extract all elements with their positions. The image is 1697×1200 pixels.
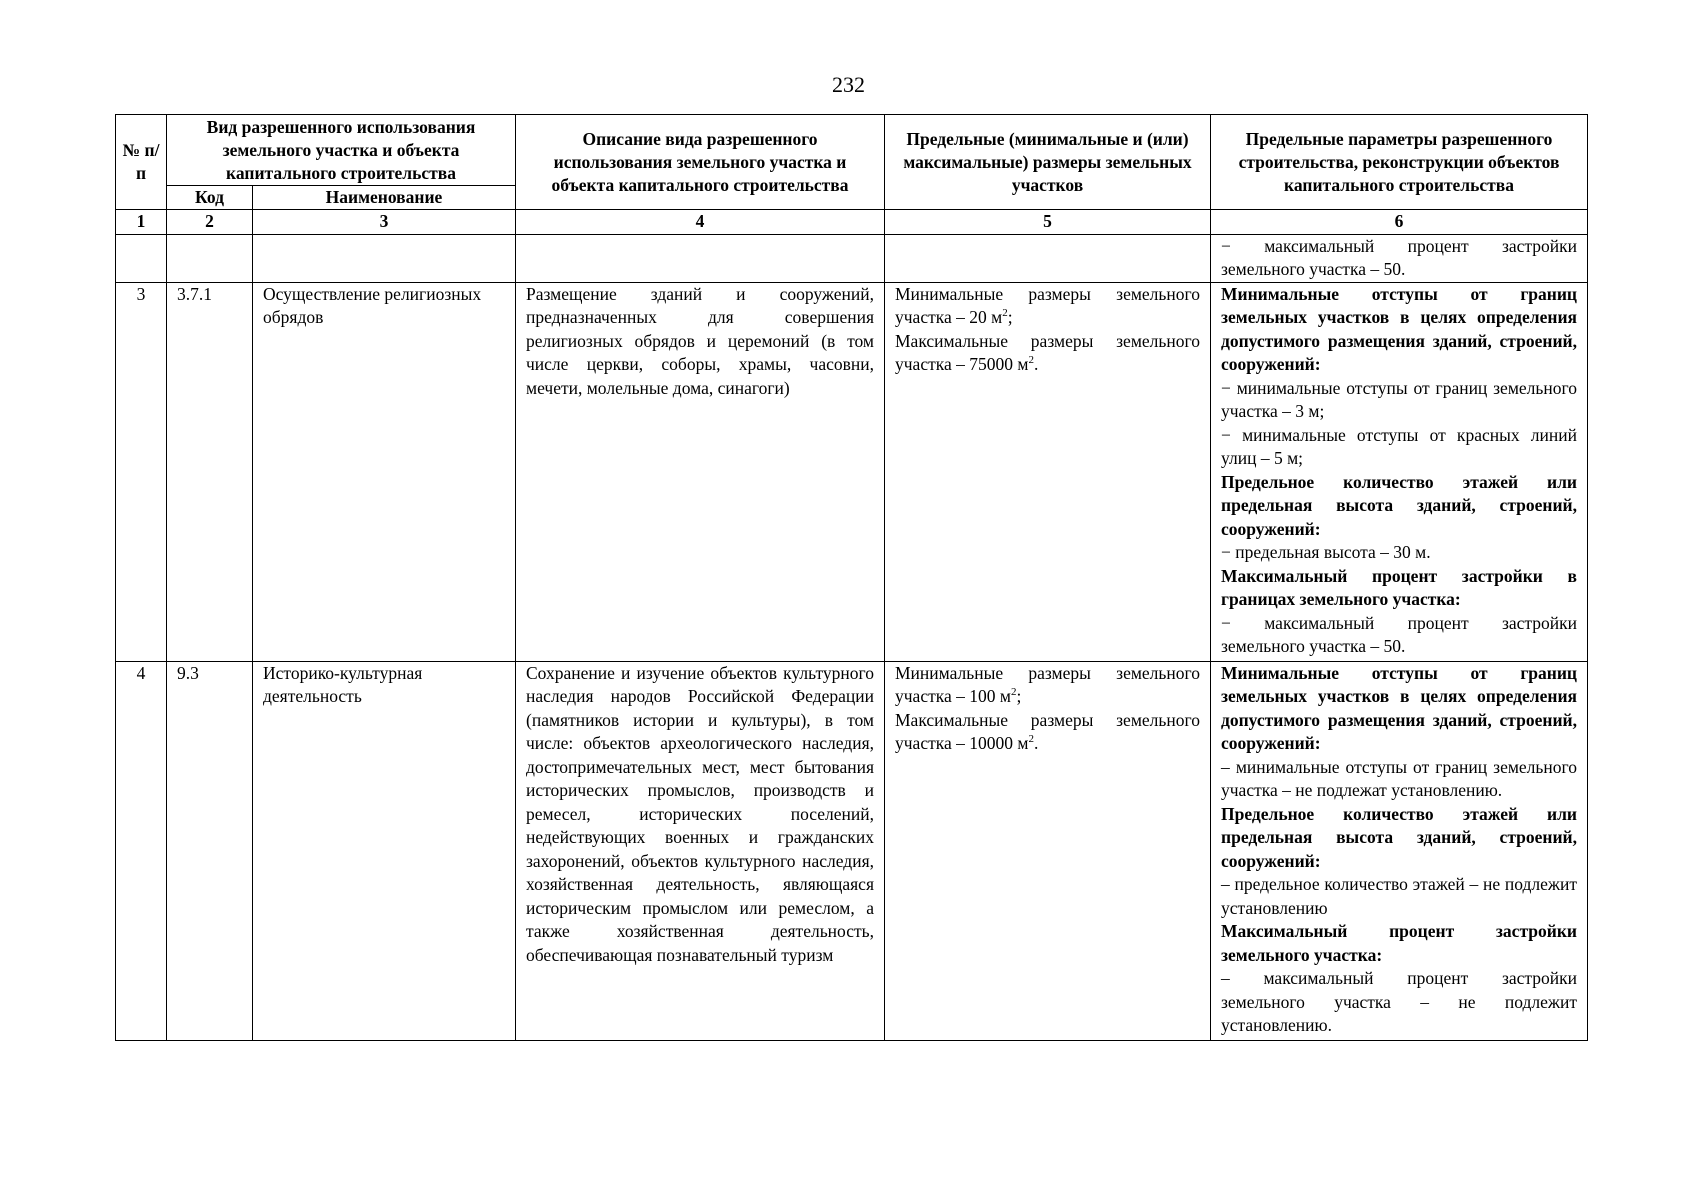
param-line: − предельная высота – 30 м.: [1221, 542, 1431, 562]
header-code: Код: [167, 186, 253, 210]
table-row-continued: [116, 234, 1588, 282]
size-min: Минимальные размеры земельного участка – 100 $м^2$;: [895, 662, 1200, 706]
header-num: № п/п: [116, 115, 167, 210]
column-number: 3: [253, 210, 516, 235]
param-heading: Предельное количество этажей или предельная высота зданий, строений, сооружений:: [1221, 803, 1577, 871]
column-number: 1: [116, 210, 167, 235]
header-row: [116, 115, 1588, 186]
row-use-name: Осуществление религиозных обрядов: [253, 282, 516, 661]
page-number: 232: [832, 72, 865, 97]
row-code: 9.3: [167, 661, 253, 1040]
header-construction-params: Предельные параметры разрешенного строительства, реконструкции объектов капитального строительства: [1211, 115, 1588, 210]
column-numbers-row: [116, 210, 1588, 235]
params-cell: [1211, 234, 1588, 282]
param-heading: Минимальные отступы от границ земельных участков в целях определения допустимого размещения зданий, строений, сооружений:: [1221, 283, 1577, 374]
param-heading: Максимальный процент застройки в границах земельного участка:: [1221, 565, 1577, 609]
header-name: Наименование: [253, 186, 516, 210]
row-plot-sizes: [885, 661, 1211, 1040]
size-min: Минимальные размеры земельного участка – 20 $м^2$;: [895, 283, 1200, 327]
param-heading: Предельное количество этажей или предельная высота зданий, строений, сооружений:: [1221, 471, 1577, 539]
table-row: [116, 282, 1588, 661]
param-line: − максимальный процент застройки земельного участка – 50.: [1221, 612, 1577, 656]
row-num: 4: [116, 661, 167, 1040]
param-line: – максимальный процент застройки земельного участка – не подлежит установлению.: [1221, 968, 1577, 1035]
land-use-table: [115, 114, 1588, 1041]
param-heading: Максимальный процент застройки земельного участка:: [1221, 921, 1577, 965]
size-max: Максимальные размеры земельного участка – 75000 $м^2$.: [895, 330, 1200, 374]
param-line: − минимальные отступы от красных линий улиц – 5 м;: [1221, 424, 1577, 468]
header-use-type-group: Вид разрешенного использования земельного участка и объекта капитального строительства: [167, 115, 516, 186]
param-line: – минимальные отступы от границ земельного участка – не подлежат установлению.: [1221, 756, 1577, 800]
column-number: 6: [1211, 210, 1588, 235]
row-construction-params: [1211, 282, 1588, 661]
header-description: Описание вида разрешенного использования земельного участка и объекта капитального строительства: [516, 115, 885, 210]
row-construction-params: [1211, 661, 1588, 1040]
column-number: 4: [516, 210, 885, 235]
size-max: Максимальные размеры земельного участка – 10000 $м^2$.: [895, 709, 1200, 753]
row-plot-sizes: [885, 282, 1211, 661]
header-plot-sizes: Предельные (минимальные и (или) максимальные) размеры земельных участков: [885, 115, 1211, 210]
param-line: − минимальные отступы от границ земельного участка – 3 м;: [1221, 377, 1577, 421]
param-line: – предельное количество этажей – не подлежит установлению: [1221, 874, 1577, 918]
param-line: − максимальный процент застройки земельного участка – 50.: [1221, 235, 1577, 279]
column-number: 5: [885, 210, 1211, 235]
row-code: 3.7.1: [167, 282, 253, 661]
param-heading: Минимальные отступы от границ земельных участков в целях определения допустимого размещения зданий, строений, сооружений:: [1221, 662, 1577, 753]
column-number: 2: [167, 210, 253, 235]
table-row: [116, 661, 1588, 1040]
row-description: Сохранение и изучение объектов культурного наследия народов Российской Федерации (памятников истории и культуры), в том числе: объектов археологического наследия, достопримечательных мест, мест бытования исторических промыслов, производств и ремесел, исторических поселений, недействующих военных и гражданских захоронений, объектов культурного наследия, хозяйственная деятельность, являющаяся историческим промыслом или ремеслом, а также хозяйственная деятельность, обеспечивающая познавательный туризм: [516, 661, 885, 1040]
row-num: 3: [116, 282, 167, 661]
row-description: Размещение зданий и сооружений, предназначенных для совершения религиозных обрядов и церемоний (в том числе церкви, соборы, храмы, часовни, мечети, молельные дома, синагоги): [516, 282, 885, 661]
row-use-name: Историко-культурная деятельность: [253, 661, 516, 1040]
